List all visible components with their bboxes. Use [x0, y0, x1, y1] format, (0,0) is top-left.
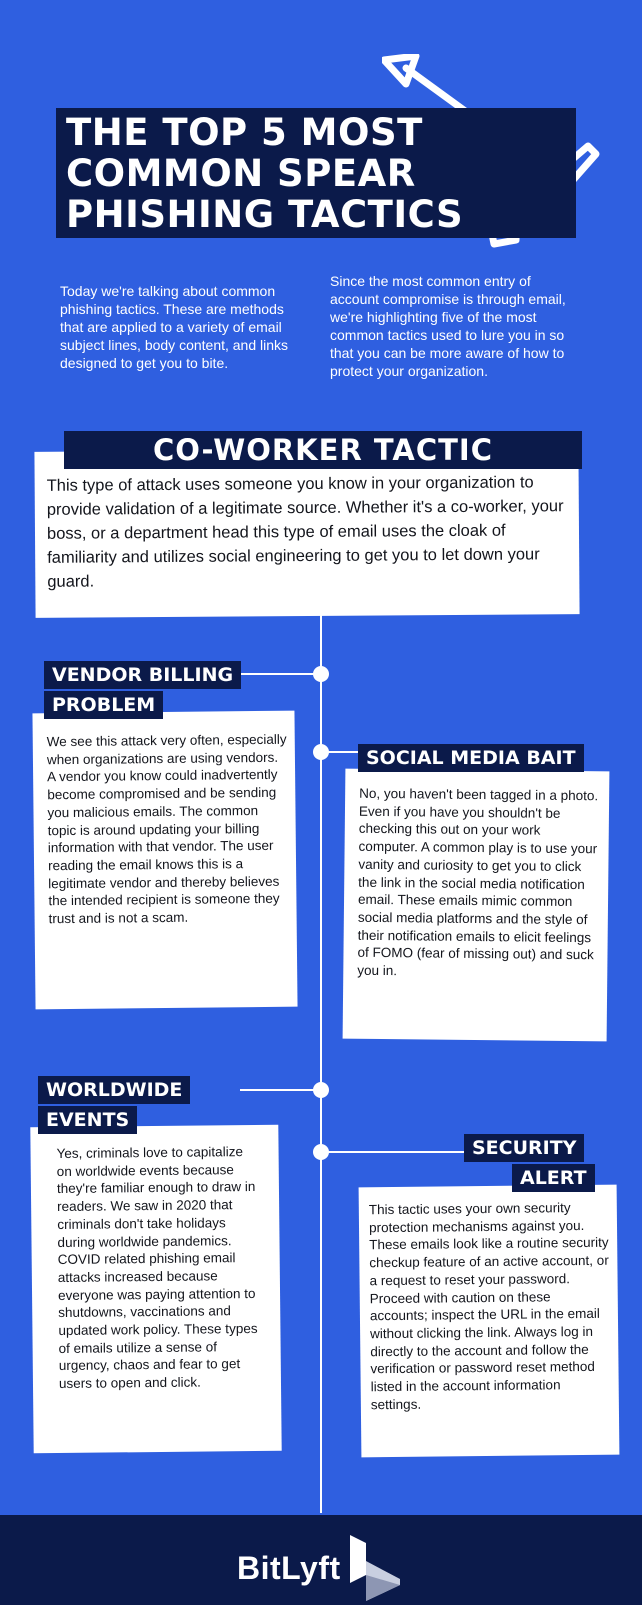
intro-right-text: Since the most common entry of account compromise is through email, we're highlighting five of the most common tactics used to lure you in so that you can be more aware of how to protect your organization.: [330, 273, 566, 379]
coworker-card: [34, 448, 579, 618]
branch-security: [321, 1151, 471, 1153]
social-title: SOCIAL MEDIA BAIT: [358, 744, 584, 772]
bitlyft-logo-text: BitLyft: [237, 1550, 341, 1586]
coworker-body: This type of attack uses someone you know in your organization to provide validation of a legitimate source. Whether it's a co-worker, your boss, or a department head this type of email uses the cloak of familiarity and utilizes social engineering to get you to let down your guard.: [46, 473, 564, 591]
branch-worldwide: [240, 1089, 320, 1091]
timeline-node-worldwide: [313, 1082, 329, 1098]
worldwide-body: Yes, criminals love to capitalize on worldwide events because they're familiar enough to draw in readers. We saw in 2020 that criminals don't take holidays during worldwide pandemics. COVID related phishing email attacks increased because everyone was paying attention to shutdowns, vaccinations and updated work policy. These types of emails utilize a sense of urgency, chaos and fear to get users to open and click.: [56, 1144, 258, 1392]
title-line-3: PHISHING TACTICS: [66, 193, 464, 236]
coworker-heading: CO-WORKER TACTIC: [64, 431, 582, 469]
intro-left-text: Today we're talking about common phishing tactics. These are methods that are applied to a variety of email subject lines, body content, and links designed to get you to bite.: [60, 283, 289, 371]
security-card: [359, 1185, 620, 1458]
social-card: [343, 769, 610, 1042]
branch-vendor: [240, 673, 320, 675]
security-body: This tactic uses your own security protection mechanisms against you. These emails look like a routine security checkup feature of an active account, or a request to reset your password. Proceed with caution on these accounts; inspect the URL in the email without clicking the link. Always log in directly to the account and follow the verification or password reset method listed in the account information settings.: [368, 1200, 609, 1412]
social-body: No, you haven't been tagged in a photo. Even if you have you shouldn't be checking this out on your work computer. A common play is to use your vanity and curiosity to get you to click the link in the social media notification email. These emails mimic common social media platforms and the style of their notification emails to elicit feelings of FOMO (fear of missing out) and suck you in.: [357, 785, 599, 979]
vendor-body: We see this attack very often, especially when organizations are using vendors. A vendor you know could inadvertently become compromised and be sending you malicious emails. The common topic is around updating your billing information with that vendor. The user reading the email knows this is a legitimate vendor and thereby believes the intended recipient is someone they trust and is not a scam.: [46, 731, 287, 927]
timeline-node-social: [313, 744, 329, 760]
page-title: [56, 108, 576, 238]
security-title-line-1: SECURITY: [464, 1134, 584, 1162]
worldwide-card: [30, 1125, 281, 1454]
vendor-title-line-2: PROBLEM: [44, 691, 163, 719]
security-title-line-2: ALERT: [512, 1164, 595, 1192]
vendor-title-line-1: VENDOR BILLING: [44, 661, 241, 689]
title-line-1: THE TOP 5 MOST: [66, 111, 423, 154]
bitlyft-logo-icon: [350, 1535, 402, 1601]
title-line-2: COMMON SPEAR: [66, 152, 416, 195]
footer: [0, 1515, 642, 1605]
worldwide-title-line-1: WORLDWIDE: [38, 1076, 190, 1104]
vendor-card: [32, 711, 297, 1010]
worldwide-title-line-2: EVENTS: [38, 1106, 137, 1134]
timeline-node-vendor: [313, 666, 329, 682]
timeline-node-security: [313, 1144, 329, 1160]
